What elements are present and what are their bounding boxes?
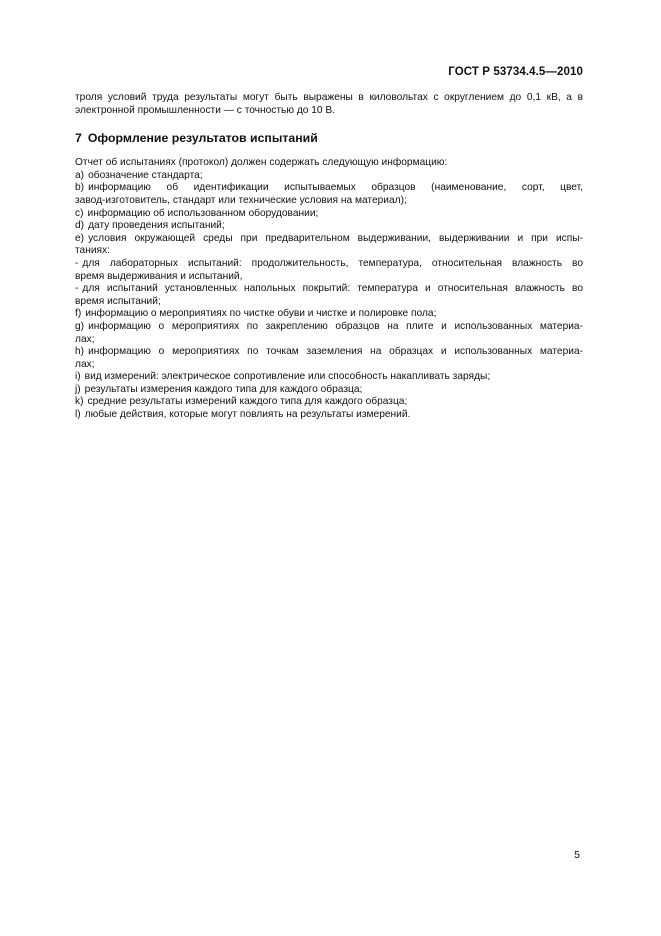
- section-heading: [75, 131, 583, 146]
- list-item-marker: g): [75, 320, 85, 332]
- list-item-continuation: лах;: [75, 333, 95, 345]
- list-item-marker: d): [75, 220, 85, 232]
- list-item-text: средние результаты измерений каждого типа для каждого образца;: [87, 396, 408, 408]
- list-item: [75, 396, 583, 409]
- list-item-first-line: [75, 233, 583, 246]
- list-item-marker: j): [75, 383, 81, 395]
- list-item-text: информацию о мероприятиях по чистке обуви и чистке и полировке пола;: [85, 308, 437, 320]
- list-item-text: результаты измерения каждого типа для каждого образца;: [84, 383, 363, 395]
- list-item-first-line: [75, 396, 583, 409]
- list-item-continuation: завод-изготовитель, стандарт или технические условия на материал);: [75, 194, 407, 206]
- lead-paragraph: Отчет об испытаниях (протокол) должен содержать следующую информацию:: [75, 157, 448, 169]
- page-number: 5: [574, 849, 580, 861]
- list-item-text: вид измерений: электрическое сопротивление или способность накапливать заряды;: [84, 371, 491, 383]
- list-item-first-line: [75, 220, 583, 233]
- list-item: [75, 208, 583, 221]
- list-item-first-line: [75, 346, 583, 359]
- list-item-first-line: [75, 321, 583, 334]
- list-item-continuation: время испытаний;: [75, 295, 161, 307]
- list-item-first-line: [75, 308, 583, 321]
- section-number: 7: [75, 131, 82, 146]
- list-item-marker: с): [75, 207, 84, 219]
- list-item-first-line: [75, 409, 583, 422]
- list-item-text: условия окружающей среды при предварительном выдерживании, выдерживании и при испы-: [88, 232, 583, 244]
- list-item-marker: -: [75, 257, 79, 269]
- list-item: [75, 220, 583, 233]
- list-item-first-line: [75, 208, 583, 221]
- list-item-first-line: [75, 258, 583, 271]
- list-item-text: обозначение стандарта;: [88, 169, 203, 181]
- list-item: [75, 283, 583, 308]
- section-body: [75, 157, 583, 421]
- list-item-text: для испытаний установленных напольных покрытий: температура и относительная влажность во: [82, 283, 583, 295]
- list-item-marker: k): [75, 396, 84, 408]
- list-item: [75, 182, 583, 207]
- list-item-marker: е): [75, 232, 85, 244]
- document-code-header: ГОСТ Р 53734.4.5—2010: [448, 66, 583, 78]
- list-item-first-line: [75, 170, 583, 183]
- intro-line-1: троля условий труда результаты могут быть выражены в киловольтах с округлением до 0,1 кВ, а в: [75, 92, 583, 103]
- list-item: [75, 233, 583, 258]
- list-item: [75, 308, 583, 321]
- list-item-text: любые действия, которые могут повлиять на результаты измерений.: [84, 409, 411, 421]
- list-item-first-line: [75, 384, 583, 397]
- page-content: [75, 92, 583, 422]
- list-item-first-line: [75, 371, 583, 384]
- list-item-text: информацию о мероприятиях по точкам заземления на образцах и использованных материа-: [88, 346, 583, 358]
- list-item-text: дату проведения испытаний;: [88, 220, 225, 232]
- list-item-text: информацию о мероприятиях по закреплению образцов на плите и использованных материа-: [88, 320, 583, 332]
- list-item-first-line: [75, 283, 583, 296]
- list-item-text: информацию об использованном оборудовании;: [87, 207, 319, 219]
- intro-line-2: электронной промышленности — с точностью до 10 В.: [75, 104, 336, 116]
- list-item-text: для лабораторных испытаний: продолжительность, температура, относительная влажность во: [82, 257, 583, 269]
- list-item-continuation: таниях:: [75, 245, 110, 257]
- intro-paragraph: [75, 92, 583, 117]
- list-item-marker: i): [75, 371, 81, 383]
- list-item-marker: -: [75, 283, 79, 295]
- list-item-first-line: [75, 182, 583, 195]
- list-item: [75, 258, 583, 283]
- list-item: [75, 321, 583, 346]
- list-item-marker: h): [75, 346, 85, 358]
- list-item-marker: а): [75, 169, 85, 181]
- section-title: Оформление результатов испытаний: [87, 131, 318, 146]
- list-item-continuation: время выдерживания и испытаний,: [75, 270, 243, 282]
- list-item: [75, 170, 583, 183]
- list-item-marker: l): [75, 409, 81, 421]
- list-item-continuation: лах;: [75, 358, 95, 370]
- list-item-marker: b): [75, 182, 85, 194]
- list-item-marker: f): [75, 308, 82, 320]
- list-item: [75, 384, 583, 397]
- list-item: [75, 371, 583, 384]
- list-item: [75, 346, 583, 371]
- list-item: [75, 409, 583, 422]
- list-item-text: информацию об идентификации испытываемых образцов (наименование, сорт, цвет,: [88, 182, 583, 194]
